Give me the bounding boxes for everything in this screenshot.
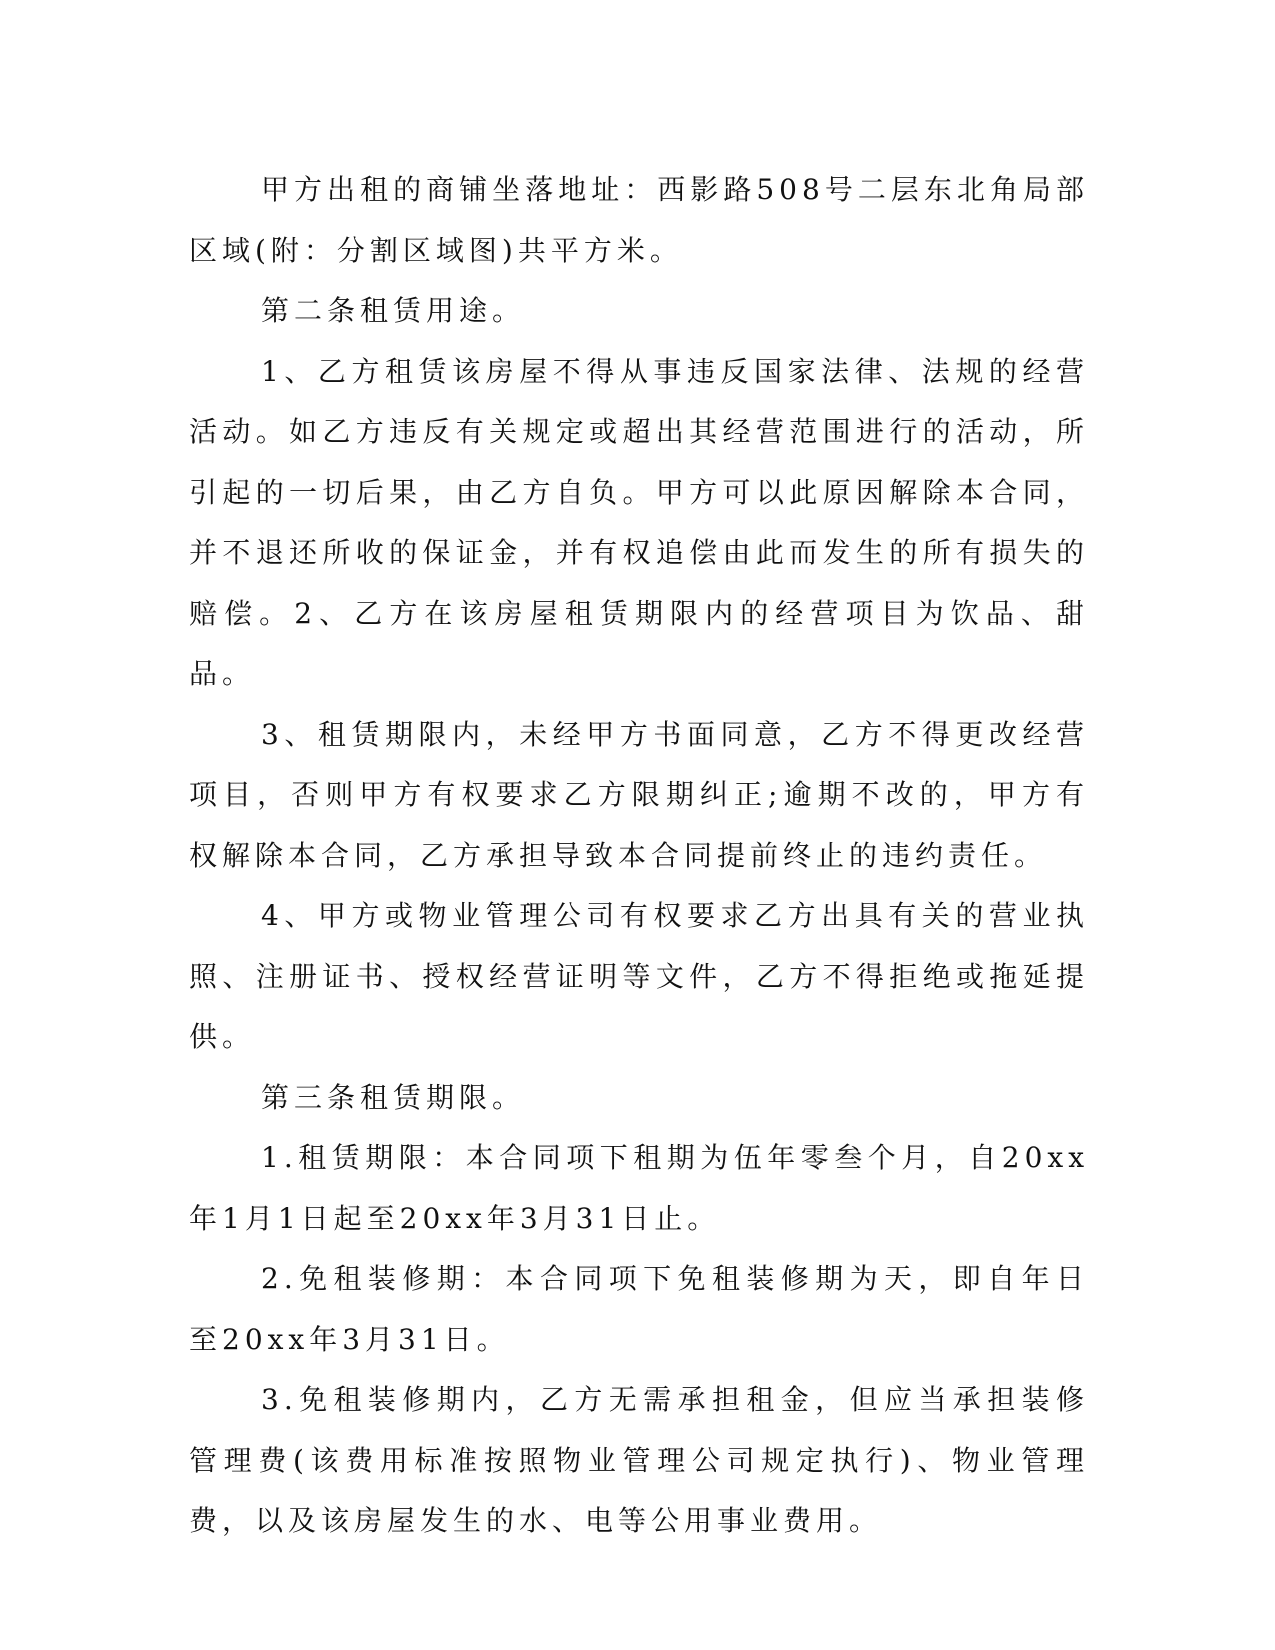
heading-article-3-lease-term: 第三条租赁期限。: [261, 1080, 526, 1114]
paragraph-clause-3-2: 2.免租装修期：本合同项下免租装修期为天，即自年日至20xx年3月31日。: [189, 1262, 1089, 1356]
heading-article-2-lease-purpose: 第二条租赁用途。: [261, 294, 526, 327]
paragraph-clause-2-1: 1、乙方租赁该房屋不得从事违反国家法律、法规的经营活动。如乙方违反有关规定或超出其经营范围进行的活动，所引起的一切后果，由乙方自负。甲方可以此原因解除本合同，并不退还所收的保证金，并有权追偿由此而发生的所有损失的赔偿。2、乙方在该房屋租赁期限内的经营项目为饮品、甜品。: [189, 354, 1089, 690]
paragraph-premises-address: 甲方出租的商铺坐落地址：西影路508号二层东北角局部区域(附：分割区域图)共平方米。: [189, 173, 1089, 267]
paragraph-clause-3-1: 1.租赁期限：本合同项下租期为伍年零叁个月，自20xx年1月1日起至20xx年3月31日止。: [189, 1141, 1089, 1235]
paragraph-clause-2-3: 3、租赁期限内，未经甲方书面同意，乙方不得更改经营项目，否则甲方有权要求乙方限期纠正;逾期不改的，甲方有权解除本合同，乙方承担导致本合同提前终止的违约责任。: [189, 717, 1089, 872]
paragraph-clause-2-4: 4、甲方或物业管理公司有权要求乙方出具有关的营业执照、注册证书、授权经营证明等文件，乙方不得拒绝或拖延提供。: [189, 899, 1089, 1053]
paragraph-clause-3-3: 3.免租装修期内，乙方无需承担租金，但应当承担装修管理费(该费用标准按照物业管理公司规定执行)、物业管理费，以及该房屋发生的水、电等公用事业费用。: [189, 1383, 1089, 1537]
document-body: [189, 160, 1089, 1552]
